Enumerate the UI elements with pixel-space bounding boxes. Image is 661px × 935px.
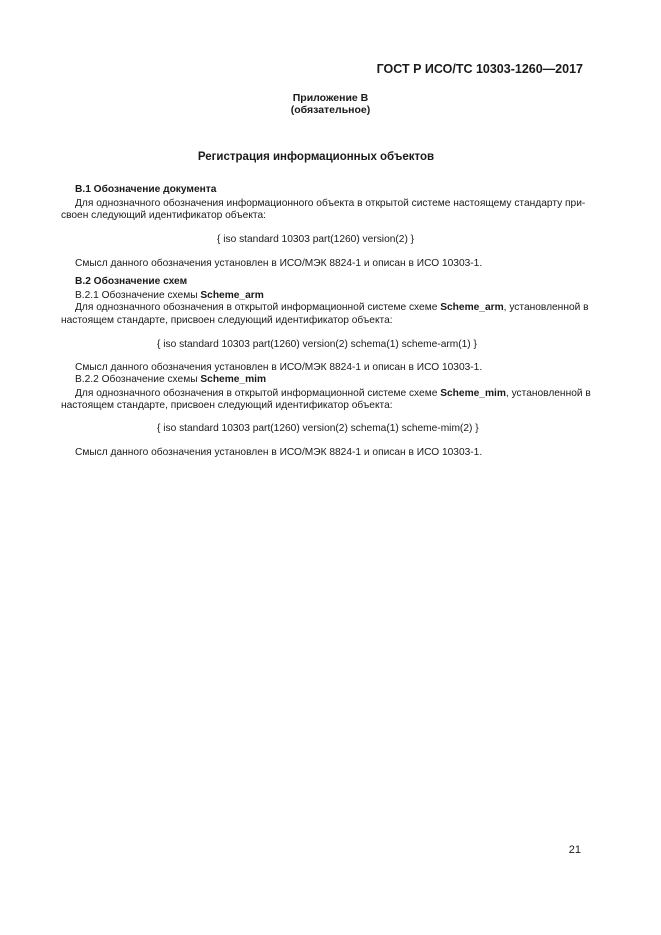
annex-subtitle: (обязательное) <box>290 104 371 116</box>
note-text: Смысл данного обозначения установлен в ИСО/МЭК 8824-1 и описан в ИСО 10303-1. <box>75 258 483 269</box>
object-identifier: { iso standard 10303 part(1260) version(2) } <box>217 234 415 245</box>
schema-name: Scheme_arm <box>200 290 264 301</box>
paragraph-line: своен следующий идентификатор объекта: <box>61 210 266 221</box>
paragraph-line: Для однозначного обозначения в открытой информационной системе схеме Scheme_mim, установленной в <box>75 388 591 399</box>
document-header: ГОСТ Р ИСО/ТС 10303-1260—2017 <box>376 62 583 76</box>
section-heading-b2: В.2 Обозначение схем <box>75 276 188 287</box>
page-number: 21 <box>568 844 581 856</box>
main-title: Регистрация информационных объектов <box>197 151 435 163</box>
paragraph-line: настоящем стандарте, присвоен следующий идентификатор объекта: <box>61 400 393 411</box>
subsection-heading-b22: В.2.2 Обозначение схемы Scheme_mim <box>75 374 267 385</box>
schema-name: Scheme_mim <box>440 388 506 399</box>
schema-name: Scheme_arm <box>440 302 504 313</box>
paragraph-line: настоящем стандарте, присвоен следующий идентификатор объекта: <box>61 315 393 326</box>
paragraph-line: Для однозначного обозначения информационного объекта в открытой системе настоящему стандарту при- <box>75 198 586 209</box>
paragraph-line: Для однозначного обозначения в открытой информационной системе схеме Scheme_arm, установленной в <box>75 302 589 313</box>
note-text: Смысл данного обозначения установлен в ИСО/МЭК 8824-1 и описан в ИСО 10303-1. <box>75 447 483 458</box>
object-identifier: { iso standard 10303 part(1260) version(2) schema(1) scheme-mim(2) } <box>157 423 479 434</box>
schema-name: Scheme_mim <box>200 374 267 385</box>
annex-title: Приложение В <box>292 92 369 104</box>
subsection-heading-b21: В.2.1 Обозначение схемы Scheme_arm <box>75 290 264 301</box>
object-identifier: { iso standard 10303 part(1260) version(2) schema(1) scheme-arm(1) } <box>157 339 477 350</box>
note-text: Смысл данного обозначения установлен в ИСО/МЭК 8824-1 и описан в ИСО 10303-1. <box>75 362 483 373</box>
section-heading-b1: В.1 Обозначение документа <box>75 184 217 195</box>
